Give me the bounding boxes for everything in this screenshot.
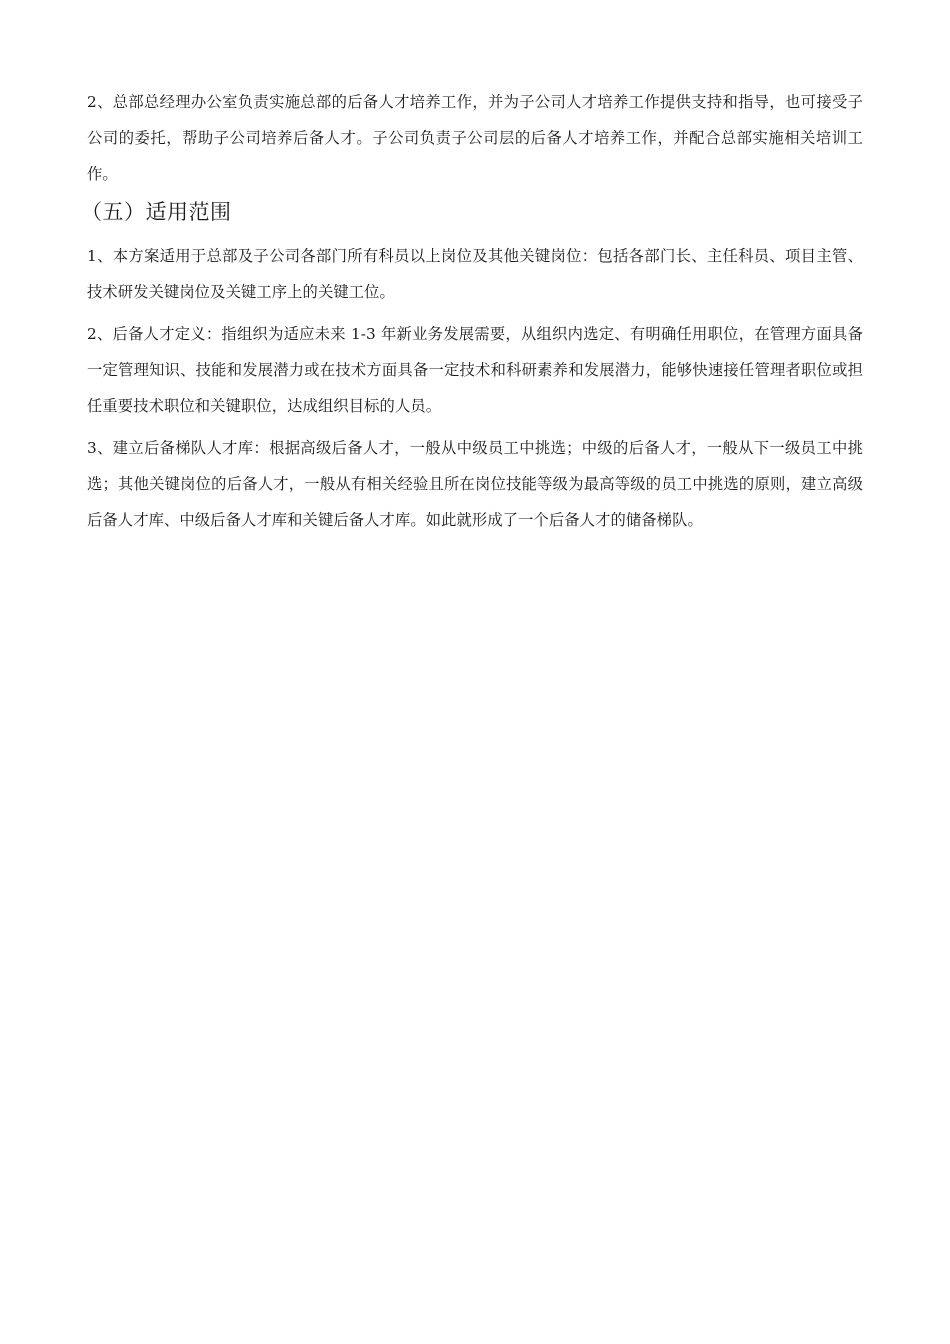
paragraph-scope-2: 2、后备人才定义：指组织为适应未来 1-3 年新业务发展需要，从组织内选定、有明确任用职位，在管理方面具备一定管理知识、技能和发展潜力或在技术方面具备一定技术和科研素养和发展潜力，能够快速接任管理者职位或担任重要技术职位和关键职位，达成组织目标的人员。 xyxy=(87,325,863,415)
section-heading-scope xyxy=(81,194,863,230)
paragraph-responsibility-2: 2、总部总经理办公室负责实施总部的后备人才培养工作，并为子公司人才培养工作提供支持和指导，也可接受子公司的委托，帮助子公司培养后备人才。子公司负责子公司层的后备人才培养工作，并配合总部实施相关培训工作。 xyxy=(87,93,863,183)
document-body xyxy=(81,84,863,538)
paragraph-scope-3: 3、建立后备梯队人才库：根据高级后备人才，一般从中级员工中挑选；中级的后备人才，一般从下一级员工中挑选；其他关键岗位的后备人才，一般从有相关经验且所在岗位技能等级为最高等级的员工中挑选的原则，建立高级后备人才库、中级后备人才库和关键后备人才库。如此就形成了一个后备人才的储备梯队。 xyxy=(87,439,863,529)
section-heading-text: （五）适用范围 xyxy=(81,200,232,224)
paragraph-scope-1: 1、本方案适用于总部及子公司各部门所有科员以上岗位及其他关键岗位：包括各部门长、主任科员、项目主管、技术研发关键岗位及关键工序上的关键工位。 xyxy=(87,247,863,301)
